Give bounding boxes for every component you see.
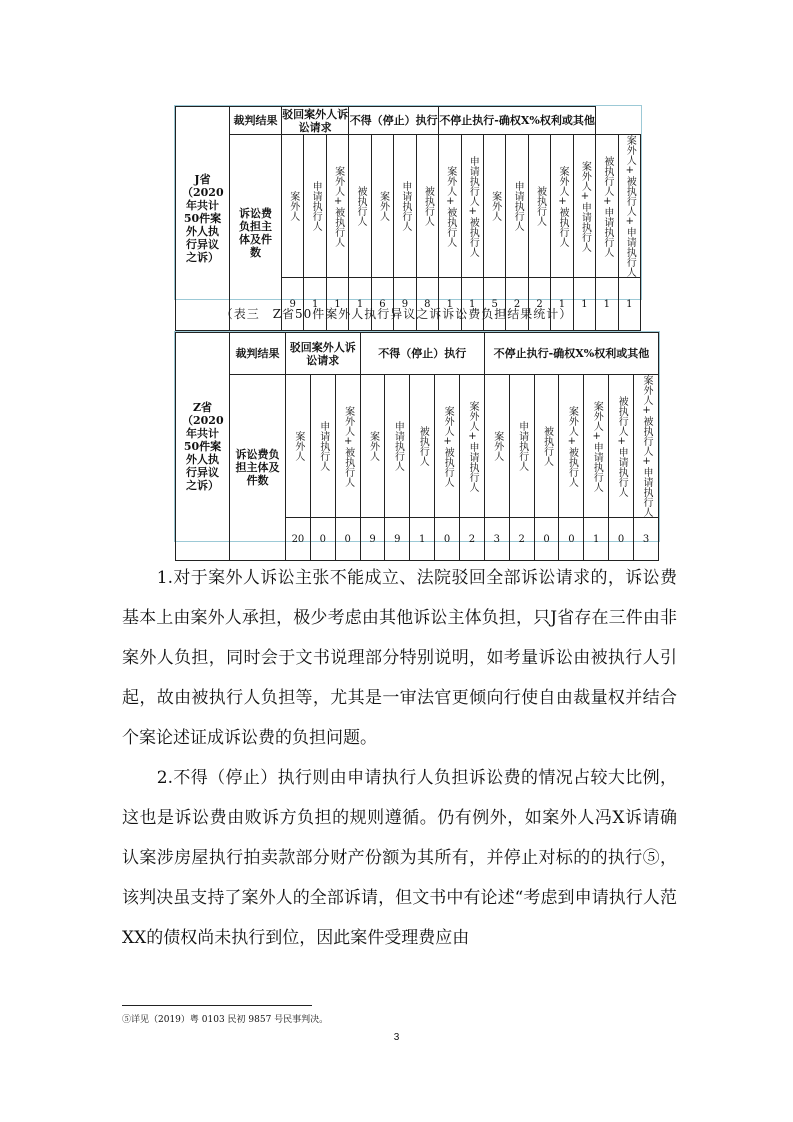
- subject-label: 案外人+被执行人: [566, 405, 578, 487]
- count-cell: 1: [461, 278, 483, 331]
- subject-label: 申请执行人: [399, 181, 411, 231]
- subject-header: [483, 135, 505, 278]
- group-header: 不停止执行-确权X%权利或其他: [484, 333, 658, 375]
- page-number: 3: [393, 1032, 400, 1043]
- subject-label: 案外人+申请执行人: [579, 160, 591, 252]
- count-cell: 5: [483, 278, 505, 331]
- subject-header: [506, 135, 528, 278]
- count-cell: 2: [506, 278, 528, 331]
- subject-label: 案外人: [489, 191, 501, 221]
- count-cell: 2: [509, 518, 534, 561]
- count-cell: 3: [634, 518, 659, 561]
- subject-label: 案外人+被执行人+申请执行人: [641, 375, 653, 517]
- subject-label: 案外人+申请执行人: [591, 400, 603, 492]
- count-cell: 9: [360, 518, 385, 561]
- subject-header: [410, 375, 435, 518]
- subject-label: 被执行人: [355, 186, 367, 226]
- subject-header: [282, 135, 304, 278]
- subject-header: [394, 135, 416, 278]
- count-cell: 2: [460, 518, 485, 561]
- subject-label: 被执行人: [534, 186, 546, 226]
- paragraph-2: 2.不得（停止）执行则由申请执行人负担诉讼费的情况占较大比例，这也是诉讼费由败诉方负担的规则遵循。仍有例外，如案外人冯X诉请确认案涉房屋执行拍卖款部分财产份额为其所有，并停止对标的的执行⑤，该判决虽支持了案外人的全部诉请，但文书中有论述“考虑到申请执行人范XX的债权尚未执行到位，因此案件受理费应由: [122, 768, 677, 948]
- subject-header: [609, 375, 634, 518]
- subject-header: [551, 135, 573, 278]
- subject-label: 案外人: [292, 431, 304, 461]
- subject-header: [385, 375, 410, 518]
- group-header: 驳回案外人诉讼请求: [286, 333, 361, 375]
- count-cell: 1: [596, 278, 618, 331]
- count-cell: 0: [559, 518, 584, 561]
- count-cell: 9: [282, 278, 304, 331]
- subject-header: [286, 375, 311, 518]
- count-cell: 0: [534, 518, 559, 561]
- table-j-province: [174, 105, 642, 310]
- subject-label: 案外人+被执行人: [332, 165, 344, 247]
- count-cell: 1: [439, 278, 461, 331]
- subject-header: [349, 135, 371, 278]
- subject-header: [460, 375, 485, 518]
- subject-label: 被执行人: [422, 186, 434, 226]
- subject-label: 案外人+被执行人: [442, 405, 454, 487]
- table-side-title: Z省（2020年共计50件案外人执行异议之诉）: [176, 333, 230, 561]
- subject-label: 申请执行人: [512, 181, 524, 231]
- count-cell: 2: [528, 278, 550, 331]
- count-cell: 1: [584, 518, 609, 561]
- subject-header: [439, 135, 461, 278]
- subject-header: [461, 135, 483, 278]
- count-cell: 1: [573, 278, 595, 331]
- subject-label: 被执行人+申请执行人: [616, 395, 628, 497]
- subject-label: 案外人+被执行人: [342, 405, 354, 487]
- count-cell: 6: [371, 278, 393, 331]
- subject-label: 被执行人: [541, 426, 553, 466]
- footnote-divider: [122, 1005, 312, 1006]
- subject-header: [335, 375, 360, 518]
- subject-header: [618, 135, 640, 278]
- subject-label: 案外人: [491, 431, 503, 461]
- count-cell: 1: [618, 278, 640, 331]
- count-cell: 9: [394, 278, 416, 331]
- subject-label: 案外人+被执行人: [444, 165, 456, 247]
- subject-header: [573, 135, 595, 278]
- subject-header: [559, 375, 584, 518]
- subject-label: 申请执行人: [516, 421, 528, 471]
- subject-header: [534, 375, 559, 518]
- subject-header: [509, 375, 534, 518]
- subject-header: [360, 375, 385, 518]
- count-cell: 1: [551, 278, 573, 331]
- table-z-province: [174, 331, 660, 545]
- subject-header: [416, 135, 438, 278]
- row-label-result: 裁判结果: [230, 333, 286, 375]
- footnote: ⑤详见（2019）粤 0103 民初 9857 号民事判决。: [122, 1015, 329, 1025]
- row-label-subject: 诉讼费负担主体及件数: [230, 375, 286, 561]
- subject-label: 申请执行人: [310, 181, 322, 231]
- subject-label: 案外人: [367, 431, 379, 461]
- count-cell: 9: [385, 518, 410, 561]
- count-cell: 0: [335, 518, 360, 561]
- subject-label: 案外人+申请执行人: [466, 400, 478, 492]
- subject-header: [435, 375, 460, 518]
- group-header: 不得（停止）执行: [349, 107, 439, 135]
- subject-label: 申请执行人+被执行人: [467, 155, 479, 257]
- count-cell: 1: [304, 278, 326, 331]
- statistics-table-2: [175, 332, 659, 561]
- group-header: 不得（停止）执行: [360, 333, 484, 375]
- subject-label: 被执行人+申请执行人: [601, 155, 613, 257]
- subject-label: 被执行人: [417, 426, 429, 466]
- subject-header: [484, 375, 509, 518]
- count-cell: 3: [484, 518, 509, 561]
- count-cell: 0: [609, 518, 634, 561]
- paragraph-1: 1.对于案外人诉讼主张不能成立、法院驳回全部诉讼请求的，诉讼费基本上由案外人承担，极少考虑由其他诉讼主体负担，只J省存在三件由非案外人负担，同时会于文书说理部分特别说明，如考量诉讼由被执行人引起，故由被执行人负担等，尤其是一审法官更倾向行使自由裁量权并结合个案论述证成诉讼费的负担问题。: [122, 568, 677, 748]
- subject-header: [634, 375, 659, 518]
- count-cell: 1: [326, 278, 348, 331]
- subject-header: [371, 135, 393, 278]
- count-cell: 0: [310, 518, 335, 561]
- row-label-result: 裁判结果: [230, 107, 282, 135]
- table-side-title: J省（2020年共计50件案外人执行异议之诉）: [176, 107, 230, 331]
- subject-header: [326, 135, 348, 278]
- subject-label: 申请执行人: [317, 421, 329, 471]
- subject-label: 案外人: [377, 191, 389, 221]
- count-cell: 20: [286, 518, 311, 561]
- subject-label: 案外人+被执行人+申请执行人: [624, 135, 636, 277]
- subject-label: 案外人+被执行人: [556, 165, 568, 247]
- count-cell: 1: [349, 278, 371, 331]
- table-caption: （表三 Z省50件案外人执行异议之诉诉讼费负担结果统计）: [220, 307, 573, 321]
- subject-header: [584, 375, 609, 518]
- count-cell: 1: [410, 518, 435, 561]
- subject-header: [304, 135, 326, 278]
- statistics-table-1: [175, 106, 641, 331]
- subject-header: [596, 135, 618, 278]
- group-header: 不停止执行-确权X%权利或其他: [439, 107, 596, 135]
- group-header: 驳回案外人诉讼请求: [282, 107, 349, 134]
- subject-header: [310, 375, 335, 518]
- subject-label: 案外人: [287, 191, 299, 221]
- subject-label: 申请执行人: [392, 421, 404, 471]
- count-cell: 0: [435, 518, 460, 561]
- count-cell: 8: [416, 278, 438, 331]
- row-label-subject: 诉讼费负担主体及件数: [230, 135, 282, 331]
- subject-header: [528, 135, 550, 278]
